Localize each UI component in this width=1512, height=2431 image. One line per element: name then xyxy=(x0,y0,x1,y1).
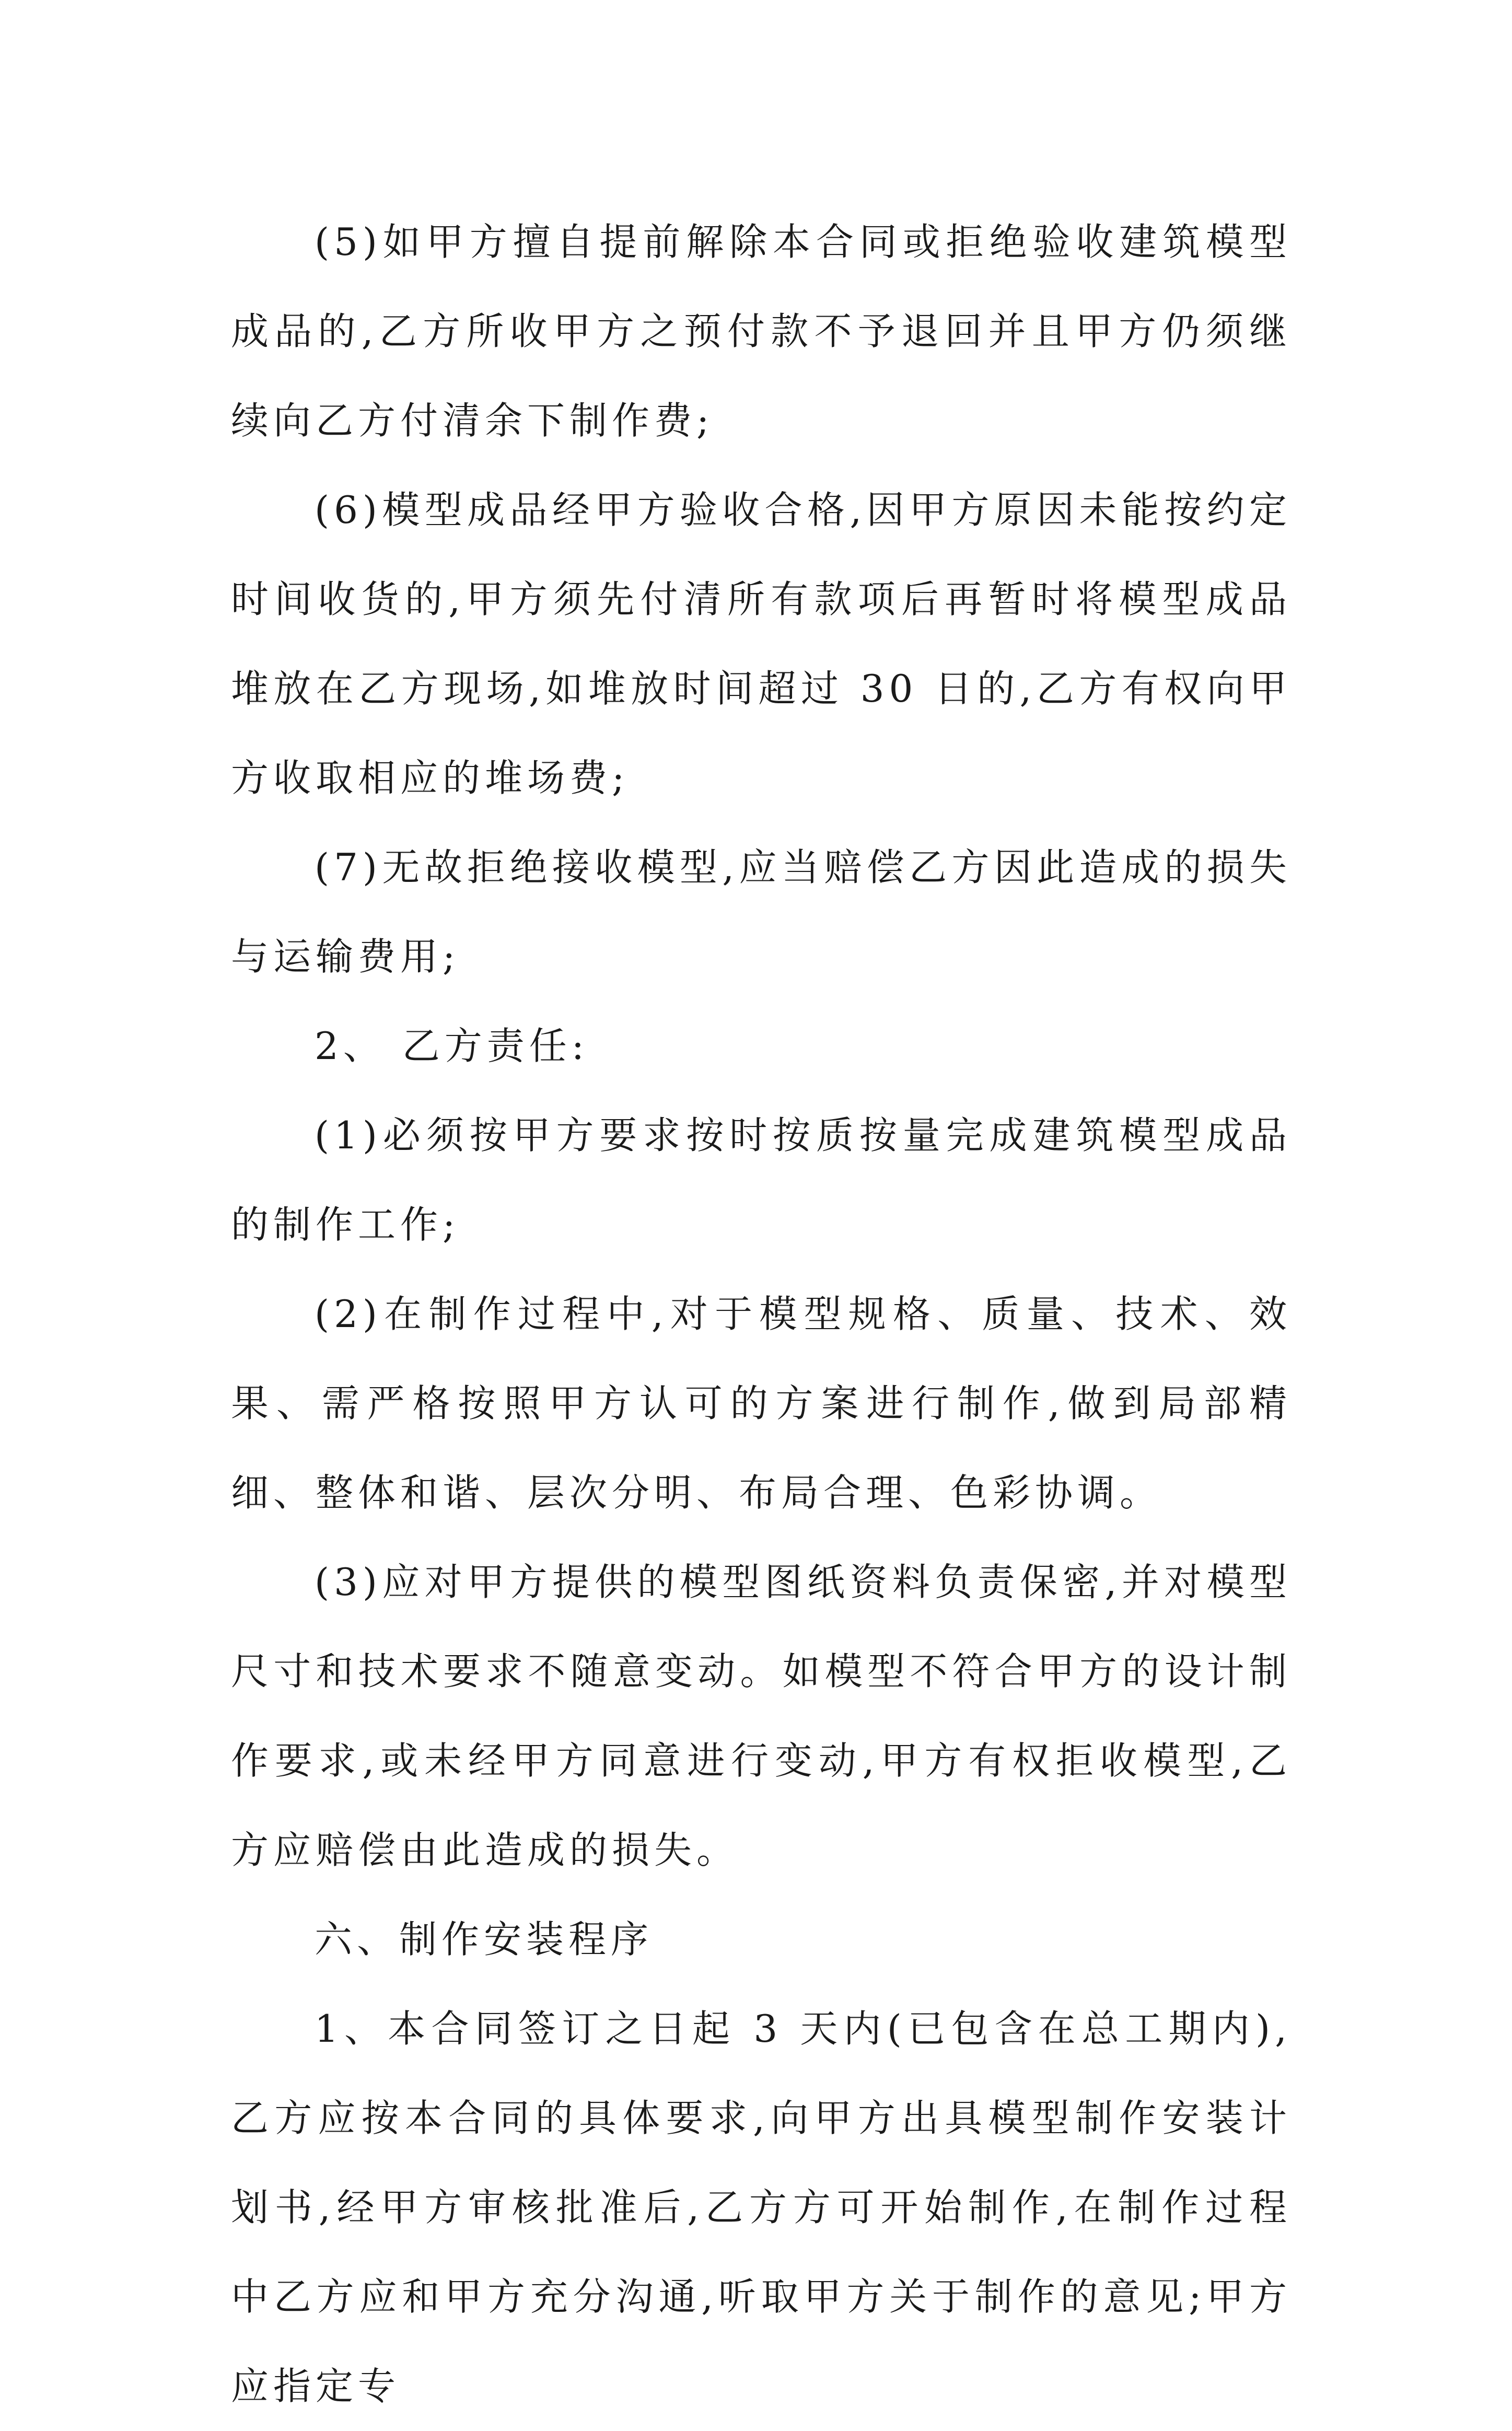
document-body xyxy=(231,197,1292,2431)
paragraph-procedure-clause-1: 1、本合同签订之日起 3 天内(已包含在总工期内),乙方应按本合同的具体要求,向甲方出具模型制作安装计划书,经甲方审核批准后,乙方方可开始制作,在制作过程中乙方应和甲方充分沟通,听取甲方关于制作的意见;甲方应指定专 xyxy=(231,2007,1292,2408)
section-heading-production-procedure: 六、制作安装程序 xyxy=(315,1917,654,1961)
section-heading-party-b-duties: 2、 乙方责任: xyxy=(315,1024,589,1068)
paragraph-party-b-clause-1: (1)必须按甲方要求按时按质按量完成建筑模型成品的制作工作; xyxy=(231,1113,1292,1247)
paragraph-clause-6: (6)模型成品经甲方验收合格,因甲方原因未能按约定时间收货的,甲方须先付清所有款项后再暂时将模型成品堆放在乙方现场,如堆放时间超过 30 日的,乙方有权向甲方收取相应的堆场费; xyxy=(231,488,1292,800)
paragraph-party-b-clause-3: (3)应对甲方提供的模型图纸资料负责保密,并对模型尺寸和技术要求不随意变动。如模型不符合甲方的设计制作要求,或未经甲方同意进行变动,甲方有权拒收模型,乙方应赔偿由此造成的损失。 xyxy=(231,1560,1292,1872)
paragraph-clause-7: (7)无故拒绝接收模型,应当赔偿乙方因此造成的损失与运输费用; xyxy=(231,845,1292,979)
paragraph-clause-5: (5)如甲方擅自提前解除本合同或拒绝验收建筑模型成品的,乙方所收甲方之预付款不予退回并且甲方仍须继续向乙方付清余下制作费; xyxy=(231,220,1292,443)
paragraph-party-b-clause-2: (2)在制作过程中,对于模型规格、质量、技术、效果、需严格按照甲方认可的方案进行制作,做到局部精细、整体和谐、层次分明、布局合理、色彩协调。 xyxy=(231,1292,1292,1515)
